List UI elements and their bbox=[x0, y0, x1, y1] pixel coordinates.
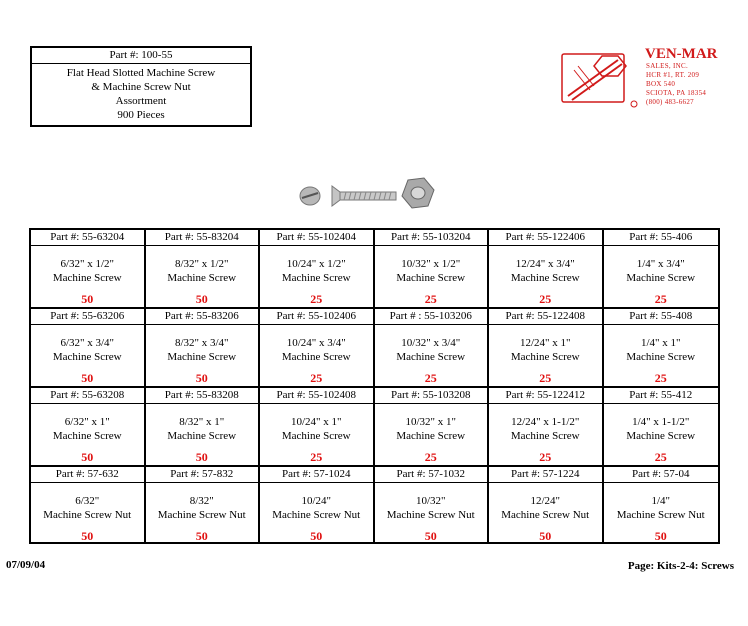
part-quantity: 50 bbox=[654, 529, 667, 543]
part-cell bbox=[260, 467, 375, 544]
footer-page-label: Page: Kits-2-4: Screws bbox=[627, 560, 734, 572]
part-quantity: 50 bbox=[195, 371, 208, 385]
part-type: Machine Screw bbox=[167, 272, 237, 284]
part-size: 8/32" x 3/4" bbox=[174, 337, 229, 349]
assortment-description bbox=[32, 64, 250, 125]
part-type: Machine Screw Nut bbox=[43, 509, 132, 521]
part-size: 12/24" bbox=[530, 495, 561, 507]
part-number: Part #: 57-04 bbox=[604, 467, 719, 483]
part-number: Part #: 55-406 bbox=[604, 230, 719, 246]
part-size: 8/32" x 1/2" bbox=[174, 258, 229, 270]
assortment-part-number: Part #: 100-55 bbox=[32, 48, 250, 64]
address-line: SALES, INC. bbox=[646, 62, 688, 70]
part-cell bbox=[31, 309, 146, 388]
part-quantity: 50 bbox=[195, 450, 208, 464]
part-size: 12/24" x 1-1/2" bbox=[511, 416, 580, 428]
part-quantity: 50 bbox=[310, 529, 323, 543]
part-size: 12/24" x 1" bbox=[519, 337, 571, 349]
part-cell bbox=[260, 388, 375, 467]
part-cell bbox=[489, 309, 604, 388]
part-type: Machine Screw Nut bbox=[386, 509, 475, 521]
assortment-header-box bbox=[30, 46, 252, 127]
part-cell bbox=[146, 388, 261, 467]
part-cell bbox=[375, 309, 490, 388]
part-quantity: 25 bbox=[654, 371, 667, 385]
part-size: 10/24" x 3/4" bbox=[286, 337, 346, 349]
part-size: 1/4" x 3/4" bbox=[636, 258, 685, 270]
part-number: Part #: 55-63204 bbox=[31, 230, 144, 246]
part-type: Machine Screw bbox=[396, 272, 466, 284]
part-number: Part #: 55-102404 bbox=[260, 230, 373, 246]
part-cell bbox=[146, 467, 261, 544]
part-number: Part #: 55-103208 bbox=[375, 388, 488, 404]
part-size: 1/4" x 1" bbox=[640, 337, 681, 349]
part-cell bbox=[604, 388, 719, 467]
part-cell bbox=[31, 230, 146, 309]
part-cell bbox=[375, 388, 490, 467]
part-type: Machine Screw bbox=[281, 430, 351, 442]
part-quantity: 50 bbox=[424, 529, 437, 543]
part-number: Part #: 55-412 bbox=[604, 388, 719, 404]
part-cell bbox=[260, 230, 375, 309]
description-line: 900 Pieces bbox=[117, 109, 165, 121]
part-cell bbox=[604, 230, 719, 309]
part-cell bbox=[489, 230, 604, 309]
part-cell bbox=[146, 230, 261, 309]
part-quantity: 25 bbox=[539, 292, 552, 306]
part-number: Part #: 55-122412 bbox=[489, 388, 602, 404]
part-quantity: 25 bbox=[424, 371, 437, 385]
part-quantity: 25 bbox=[424, 292, 437, 306]
part-cell bbox=[146, 309, 261, 388]
part-quantity: 50 bbox=[539, 529, 552, 543]
part-quantity: 50 bbox=[81, 371, 94, 385]
part-size: 10/32" bbox=[415, 495, 446, 507]
part-type: Machine Screw bbox=[626, 430, 696, 442]
part-size: 8/32" x 1" bbox=[179, 416, 225, 428]
part-number: Part #: 57-1032 bbox=[375, 467, 488, 483]
part-number: Part #: 55-103204 bbox=[375, 230, 488, 246]
part-cell bbox=[31, 388, 146, 467]
part-type: Machine Screw Nut bbox=[616, 509, 705, 521]
part-size: 10/32" x 1/2" bbox=[401, 258, 461, 270]
description-line: & Machine Screw Nut bbox=[91, 81, 191, 93]
part-size: 10/24" x 1" bbox=[290, 416, 342, 428]
screw-and-nut-photo bbox=[296, 172, 436, 216]
part-size: 6/32" x 3/4" bbox=[60, 337, 115, 349]
part-number: Part #: 55-63208 bbox=[31, 388, 144, 404]
part-number: Part #: 55-102408 bbox=[260, 388, 373, 404]
part-number: Part #: 55-63206 bbox=[31, 309, 144, 325]
part-type: Machine Screw bbox=[396, 430, 466, 442]
address-line: SCIOTA, PA 18354 bbox=[646, 89, 707, 97]
part-quantity: 50 bbox=[195, 292, 208, 306]
part-number: Part #: 55-122406 bbox=[489, 230, 602, 246]
part-type: Machine Screw bbox=[396, 351, 466, 363]
company-address bbox=[646, 62, 706, 107]
part-quantity: 25 bbox=[310, 450, 323, 464]
part-number: Part #: 55-122408 bbox=[489, 309, 602, 325]
address-line: HCR #1, RT. 209 bbox=[646, 71, 700, 79]
part-number: Part # : 55-103206 bbox=[375, 309, 488, 325]
part-cell bbox=[375, 230, 490, 309]
part-type: Machine Screw Nut bbox=[157, 509, 246, 521]
part-type: Machine Screw bbox=[281, 351, 351, 363]
company-name: VEN-MAR bbox=[645, 46, 718, 62]
part-type: Machine Screw bbox=[167, 430, 237, 442]
part-number: Part #: 57-832 bbox=[146, 467, 259, 483]
bolt-logo-icon bbox=[560, 50, 644, 110]
part-type: Machine Screw bbox=[626, 272, 696, 284]
part-type: Machine Screw bbox=[510, 430, 580, 442]
parts-grid bbox=[29, 228, 720, 544]
description-line: Flat Head Slotted Machine Screw bbox=[66, 67, 216, 79]
part-cell bbox=[489, 467, 604, 544]
part-cell bbox=[604, 467, 719, 544]
part-number: Part #: 57-1024 bbox=[260, 467, 373, 483]
address-line: (800) 483-6627 bbox=[646, 98, 694, 106]
part-quantity: 25 bbox=[310, 292, 323, 306]
part-size: 10/24" bbox=[301, 495, 332, 507]
part-number: Part #: 55-83206 bbox=[146, 309, 259, 325]
part-size: 8/32" bbox=[189, 495, 214, 507]
part-number: Part #: 55-102406 bbox=[260, 309, 373, 325]
part-size: 6/32" x 1" bbox=[64, 416, 110, 428]
part-type: Machine Screw Nut bbox=[272, 509, 361, 521]
part-type: Machine Screw bbox=[52, 430, 122, 442]
company-logo bbox=[560, 46, 720, 108]
part-quantity: 25 bbox=[654, 450, 667, 464]
part-size: 10/32" x 1" bbox=[405, 416, 457, 428]
part-quantity: 50 bbox=[195, 529, 208, 543]
part-type: Machine Screw bbox=[52, 351, 122, 363]
part-quantity: 25 bbox=[310, 371, 323, 385]
part-type: Machine Screw bbox=[510, 351, 580, 363]
part-size: 10/32" x 3/4" bbox=[401, 337, 461, 349]
part-cell bbox=[260, 309, 375, 388]
part-cell bbox=[375, 467, 490, 544]
part-type: Machine Screw bbox=[626, 351, 696, 363]
part-type: Machine Screw bbox=[52, 272, 122, 284]
part-number: Part #: 57-1224 bbox=[489, 467, 602, 483]
part-quantity: 50 bbox=[81, 292, 94, 306]
part-type: Machine Screw bbox=[281, 272, 351, 284]
part-quantity: 25 bbox=[539, 371, 552, 385]
part-size: 6/32" x 1/2" bbox=[60, 258, 115, 270]
part-number: Part #: 55-408 bbox=[604, 309, 719, 325]
part-size: 1/4" bbox=[651, 495, 671, 507]
part-type: Machine Screw Nut bbox=[501, 509, 590, 521]
part-type: Machine Screw bbox=[167, 351, 237, 363]
footer-date: 07/09/04 bbox=[6, 559, 46, 571]
part-cell bbox=[31, 467, 146, 544]
part-quantity: 25 bbox=[539, 450, 552, 464]
address-line: BOX 540 bbox=[646, 80, 676, 88]
part-cell bbox=[489, 388, 604, 467]
part-number: Part #: 55-83204 bbox=[146, 230, 259, 246]
part-quantity: 50 bbox=[81, 450, 94, 464]
part-size: 12/24" x 3/4" bbox=[515, 258, 575, 270]
description-line: Assortment bbox=[115, 95, 167, 107]
part-quantity: 50 bbox=[81, 529, 94, 543]
part-size: 6/32" bbox=[75, 495, 100, 507]
part-cell bbox=[604, 309, 719, 388]
part-size: 1/4" x 1-1/2" bbox=[632, 416, 690, 428]
part-type: Machine Screw bbox=[510, 272, 580, 284]
part-number: Part #: 55-83208 bbox=[146, 388, 259, 404]
part-number: Part #: 57-632 bbox=[31, 467, 144, 483]
part-quantity: 25 bbox=[654, 292, 667, 306]
part-quantity: 25 bbox=[424, 450, 437, 464]
part-size: 10/24" x 1/2" bbox=[286, 258, 346, 270]
